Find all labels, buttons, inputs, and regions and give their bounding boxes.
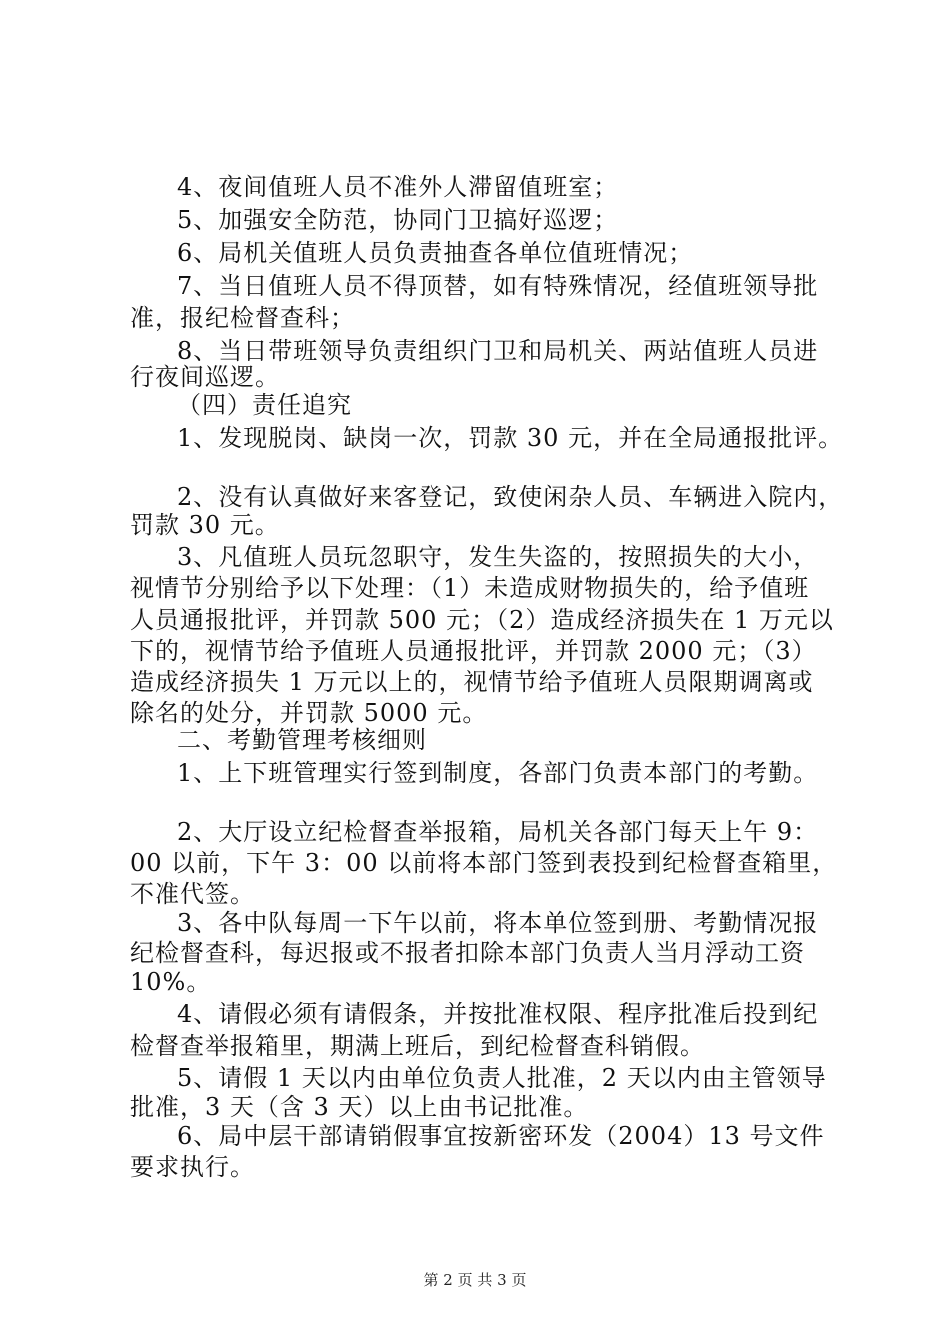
text-line: 准，报纪检督查科； bbox=[130, 304, 355, 332]
text-line: 纪检督查科，每迟报或不报者扣除本部门负责人当月浮动工资 bbox=[130, 939, 805, 967]
text-line: 6、局中层干部请销假事宜按新密环发（2004）13 号文件 bbox=[177, 1122, 825, 1150]
text-line: 罚款 30 元。 bbox=[130, 511, 280, 539]
text-line: 5、加强安全防范，协同门卫搞好巡逻； bbox=[177, 206, 619, 234]
text-line: 不准代签。 bbox=[130, 880, 255, 908]
text-line: 下的，视情节给予值班人员通报批评，并罚款 2000 元；（3） bbox=[130, 637, 817, 665]
section-heading: （四）责任追究 bbox=[177, 391, 352, 419]
text-line: 视情节分别给予以下处理：（1）未造成财物损失的，给予值班 bbox=[130, 574, 810, 602]
text-line: 行夜间巡逻。 bbox=[130, 363, 280, 391]
text-line: 除名的处分，并罚款 5000 元。 bbox=[130, 699, 488, 727]
text-line: 6、局机关值班人员负责抽查各单位值班情况； bbox=[177, 239, 694, 267]
text-line: 8、当日带班领导负责组织门卫和局机关、两站值班人员进 bbox=[177, 337, 819, 365]
text-line: 批准，3 天（含 3 天）以上由书记批准。 bbox=[130, 1093, 589, 1121]
text-line: 人员通报批评，并罚款 500 元；（2）造成经济损失在 1 万元以 bbox=[130, 606, 834, 634]
text-line: 7、当日值班人员不得顶替，如有特殊情况，经值班领导批 bbox=[177, 272, 819, 300]
text-line: 检督查举报箱里，期满上班后，到纪检督查科销假。 bbox=[130, 1032, 705, 1060]
text-line: 5、请假 1 天以内由单位负责人批准，2 天以内由主管领导 bbox=[177, 1064, 827, 1092]
section-heading: 二、考勤管理考核细则 bbox=[177, 726, 427, 754]
text-line: 00 以前，下午 3：00 以前将本部门签到表投到纪检督查箱里， bbox=[130, 849, 838, 877]
text-line: 2、没有认真做好来客登记，致使闲杂人员、车辆进入院内， bbox=[177, 483, 844, 511]
text-line: 2、大厅设立纪检督查举报箱，局机关各部门每天上午 9： bbox=[177, 818, 819, 846]
text-line: 1、发现脱岗、缺岗一次，罚款 30 元，并在全局通报批评。 bbox=[177, 424, 844, 452]
text-line: 4、夜间值班人员不准外人滞留值班室； bbox=[177, 173, 619, 201]
text-line: 4、请假必须有请假条，并按批准权限、程序批准后投到纪 bbox=[177, 1000, 819, 1028]
text-line: 1、上下班管理实行签到制度，各部门负责本部门的考勤。 bbox=[177, 759, 819, 787]
text-line: 要求执行。 bbox=[130, 1153, 255, 1181]
text-line: 造成经济损失 1 万元以上的，视情节给予值班人员限期调离或 bbox=[130, 668, 814, 696]
text-line: 3、各中队每周一下午以前，将本单位签到册、考勤情况报 bbox=[177, 909, 819, 937]
page-number: 第 2 页 共 3 页 bbox=[423, 1271, 527, 1289]
text-line: 10%。 bbox=[130, 968, 212, 996]
text-line: 3、凡值班人员玩忽职守，发生失盗的，按照损失的大小， bbox=[177, 543, 819, 571]
